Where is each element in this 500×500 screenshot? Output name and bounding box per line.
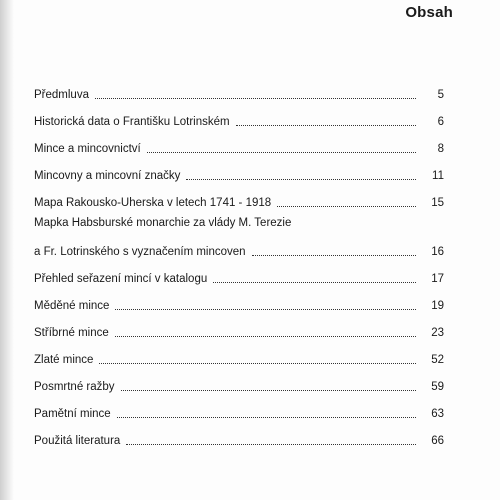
dot-leader <box>117 417 416 418</box>
toc-page-number: 63 <box>431 408 444 420</box>
dot-leader <box>277 206 416 207</box>
toc-entry[interactable] <box>34 186 444 213</box>
toc-page-number: 66 <box>431 435 444 447</box>
toc-entry[interactable] <box>34 262 444 289</box>
dot-leader <box>99 363 416 364</box>
toc-entry[interactable] <box>34 397 444 424</box>
toc-entry[interactable] <box>34 105 444 132</box>
toc-entry-label: Přehled seřazení mincí v katalogu <box>34 273 208 285</box>
dot-leader <box>121 390 416 391</box>
toc-page-number: 6 <box>437 116 444 128</box>
toc-page-number: 19 <box>431 300 444 312</box>
toc-entry[interactable] <box>34 159 444 186</box>
dot-leader <box>115 336 416 337</box>
toc-entry-label: Mince a mincovnictví <box>34 143 141 155</box>
dot-leader <box>115 309 416 310</box>
toc-entry-label: Mapa Rakousko-Uherska v letech 1741 - 1918 <box>34 197 272 209</box>
toc-page-number: 52 <box>431 354 444 366</box>
toc-entry[interactable] <box>34 424 444 451</box>
toc-page-number: 5 <box>437 89 444 101</box>
toc-entry[interactable] <box>34 213 444 262</box>
dot-leader <box>236 125 416 126</box>
dot-leader <box>147 152 416 153</box>
page-title: Obsah <box>405 4 453 21</box>
dot-leader <box>213 282 416 283</box>
dot-leader <box>95 98 416 99</box>
toc-page-number: 59 <box>431 381 444 393</box>
toc-entry[interactable] <box>34 316 444 343</box>
toc-entry-label-line1: Mapka Habsburské monarchie za vlády M. Terezie <box>34 217 292 229</box>
toc-entry-label: Mincovny a mincovní značky <box>34 170 181 182</box>
dot-leader <box>186 179 416 180</box>
toc-entry-label: Zlaté mince <box>34 354 94 366</box>
toc-page-number: 16 <box>431 246 444 258</box>
toc-entry[interactable] <box>34 289 444 316</box>
toc-entry-label: a Fr. Lotrinského s vyznačením mincoven <box>34 246 246 258</box>
dot-leader <box>252 255 416 256</box>
toc-entry-label: Použitá literatura <box>34 435 121 447</box>
toc-entry[interactable] <box>34 370 444 397</box>
toc-page-number: 23 <box>431 327 444 339</box>
toc-entry-label: Stříbrné mince <box>34 327 109 339</box>
toc-entry[interactable] <box>34 78 444 105</box>
toc-page-number: 11 <box>432 170 444 182</box>
table-of-contents <box>34 78 444 451</box>
toc-entry[interactable] <box>34 343 444 370</box>
page-edge-shadow <box>0 0 14 500</box>
toc-entry-label: Historická data o Františku Lotrinském <box>34 116 230 128</box>
toc-entry-label: Předmluva <box>34 89 89 101</box>
toc-entry[interactable] <box>34 132 444 159</box>
toc-page-number: 15 <box>431 197 444 209</box>
toc-entry-label: Měděné mince <box>34 300 110 312</box>
toc-page-number: 8 <box>437 143 444 155</box>
toc-entry-label: Pamětní mince <box>34 408 111 420</box>
dot-leader <box>126 444 416 445</box>
toc-page-number: 17 <box>431 273 444 285</box>
toc-entry-label: Posmrtné ražby <box>34 381 115 393</box>
